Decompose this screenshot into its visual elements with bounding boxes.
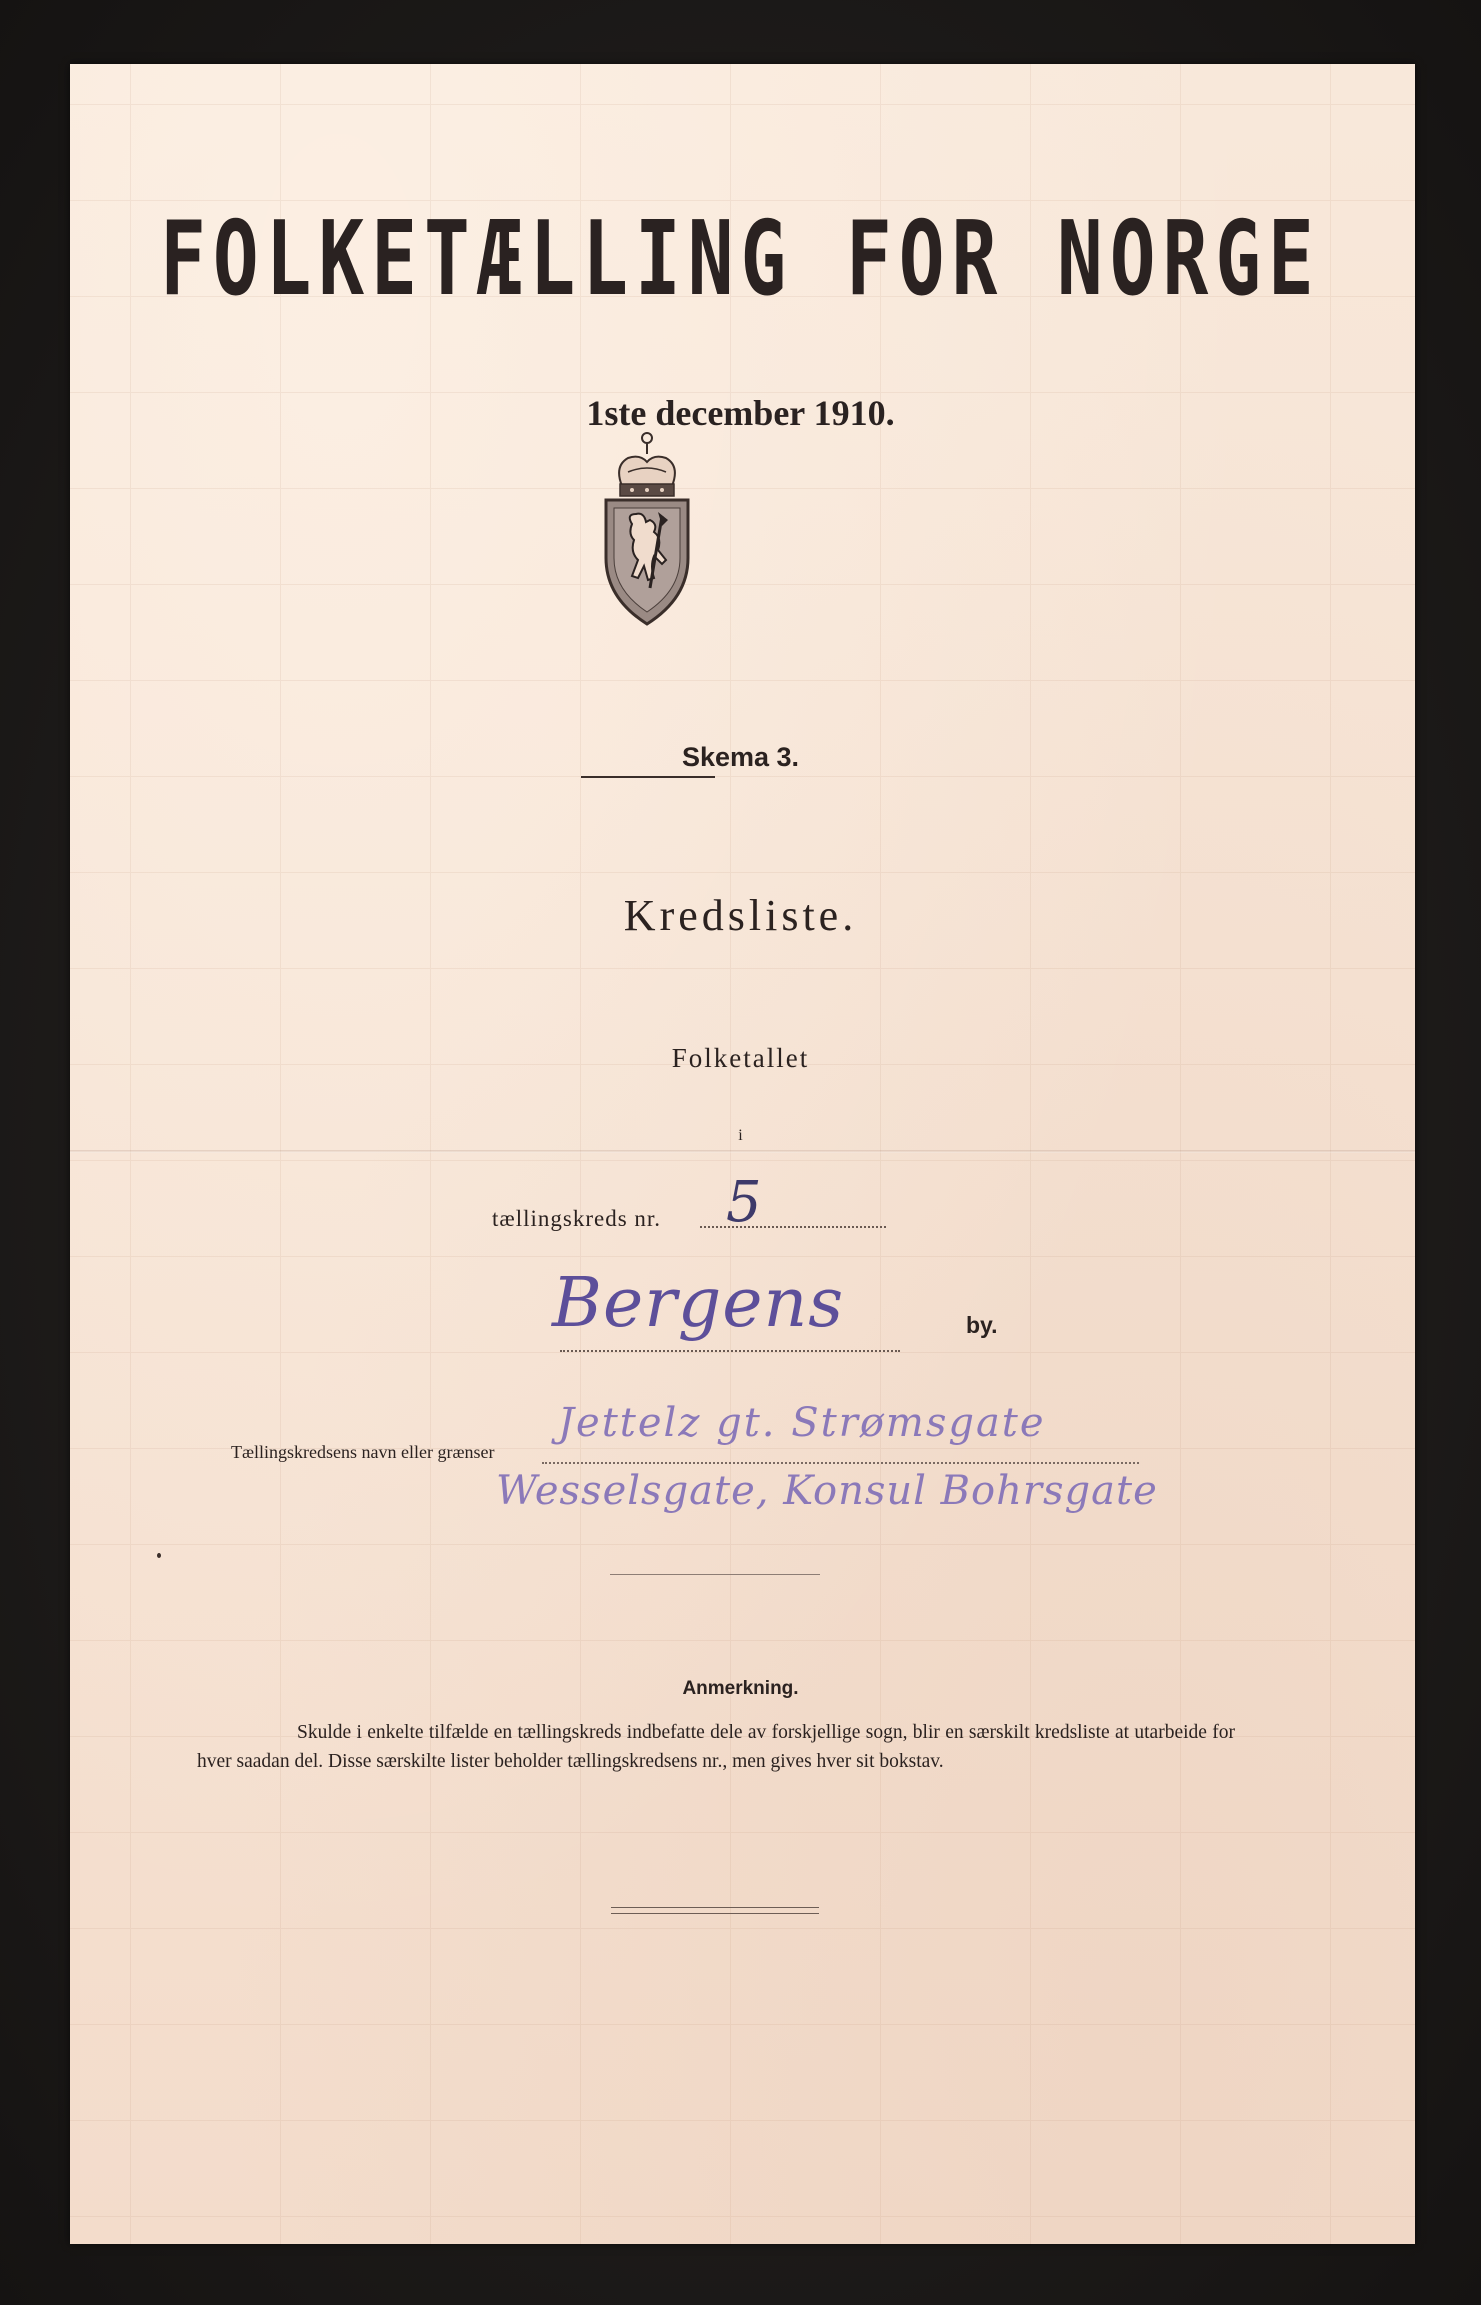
boundaries-handwritten-line1: Jettelz gt. Strømsgate <box>558 1400 1046 1446</box>
norwegian-coat-of-arms-icon <box>592 428 702 628</box>
end-rule-top <box>611 1907 819 1908</box>
ink-speck <box>157 1553 161 1558</box>
census-date: 1ste december 1910. <box>586 393 895 433</box>
paper-fold <box>70 1150 1415 1153</box>
faint-grid-lines <box>70 64 1415 2244</box>
boundaries-handwritten-line2: Wesselsgate, Konsul Bohrsgate <box>496 1468 1158 1514</box>
city-suffix-label: by. <box>966 1312 998 1338</box>
preposition-label: i <box>738 1127 743 1144</box>
section-divider <box>610 1574 820 1575</box>
census-form-sheet <box>70 64 1415 2244</box>
note-title: Anmerkning. <box>682 1678 799 1699</box>
schema-number: Skema 3. <box>681 742 800 772</box>
district-number-label: tællingskreds nr. <box>492 1206 662 1231</box>
boundaries-label: Tællingskredsens navn eller grænser <box>231 1442 495 1462</box>
form-title: FOLKETÆLLING FOR NORGE <box>160 198 1321 319</box>
city-name-handwritten: Bergens <box>552 1264 845 1343</box>
population-label: Folketallet <box>671 1043 810 1073</box>
district-number-value: 5 <box>726 1170 762 1235</box>
form-heading: Kredsliste. <box>623 891 858 940</box>
end-rule-bottom <box>611 1913 819 1914</box>
schema-underline <box>581 776 715 778</box>
note-text: Skulde i enkelte tilfælde en tællingskreds indbefatte dele av forskjellige sogn, blir en særskilt kredsliste at utarbeide for hver saadan del. Disse særskilte lister beholder tællingskredsens nr., men gives hver sit bokstav. <box>197 1722 1235 1772</box>
boundaries-field-line <box>542 1462 1139 1464</box>
city-field-line <box>560 1350 900 1352</box>
